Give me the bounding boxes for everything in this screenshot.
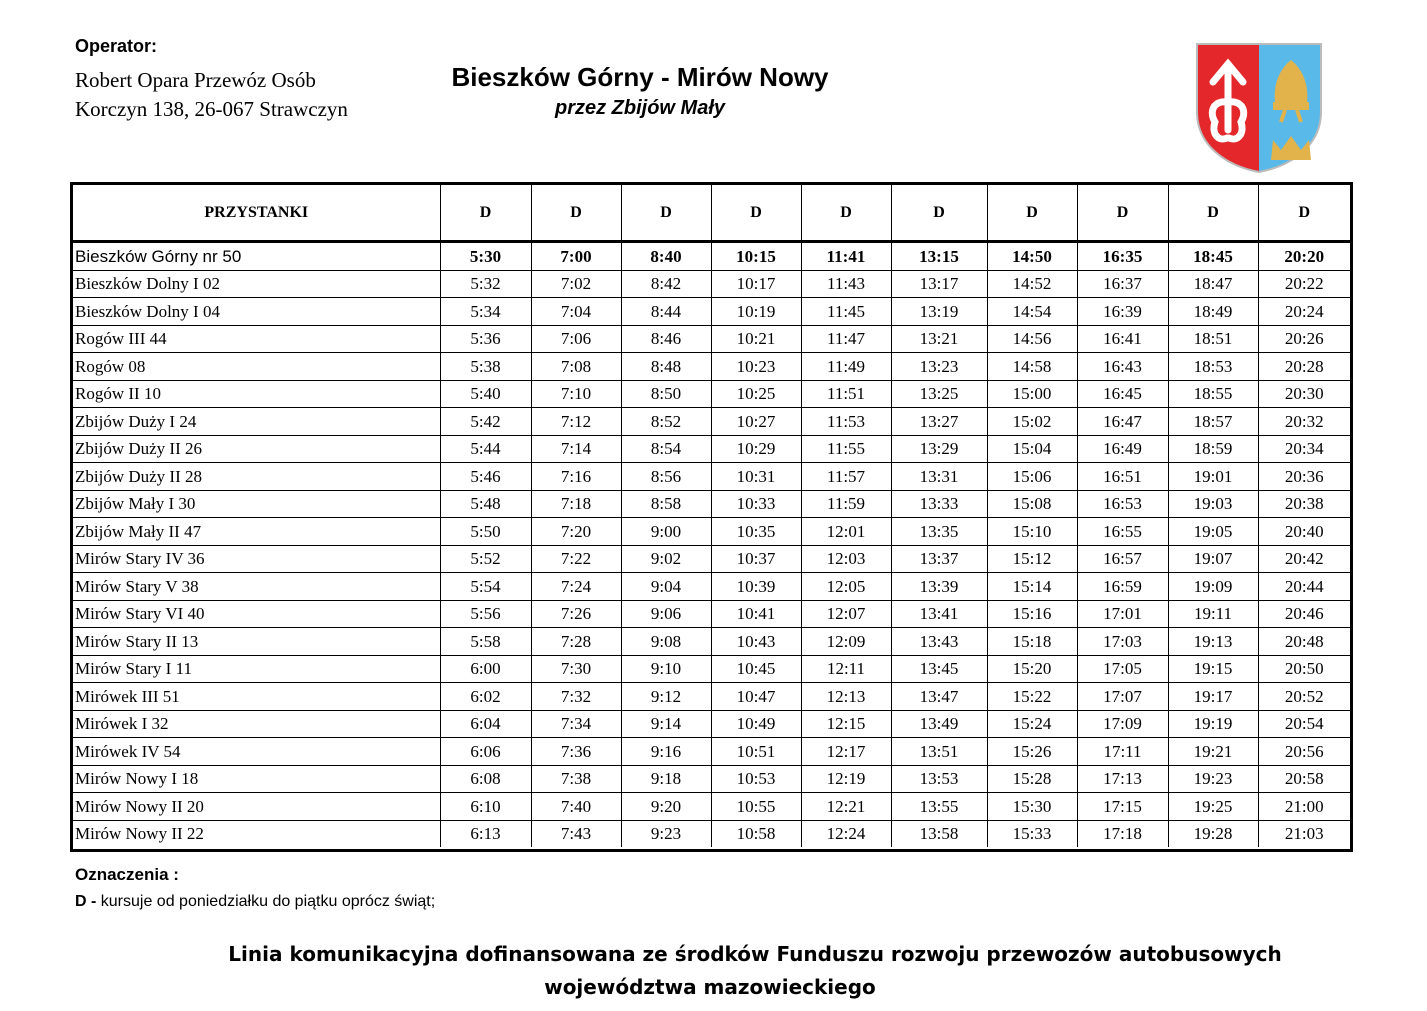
departure-time: 15:02: [987, 408, 1077, 436]
departure-time: 15:00: [987, 380, 1077, 408]
departure-time: 19:03: [1168, 490, 1258, 518]
departure-time: 10:41: [711, 600, 801, 628]
departure-time: 18:49: [1168, 298, 1258, 326]
departure-time: 14:50: [987, 242, 1077, 271]
table-row: [73, 683, 1350, 711]
table-row: [73, 353, 1350, 381]
departure-time: 18:59: [1168, 435, 1258, 463]
table-row: [73, 793, 1350, 821]
departure-time: 16:39: [1077, 298, 1168, 326]
run-header: D: [440, 185, 531, 242]
departure-time: 7:08: [531, 353, 621, 381]
stop-name: Zbijów Duży II 26: [73, 435, 440, 463]
departure-time: 18:57: [1168, 408, 1258, 436]
departure-time: 15:14: [987, 573, 1077, 601]
departure-time: 5:32: [440, 270, 531, 298]
run-header: D: [801, 185, 891, 242]
departure-time: 16:37: [1077, 270, 1168, 298]
departure-time: 6:06: [440, 738, 531, 766]
stop-name: Bieszków Dolny I 02: [73, 270, 440, 298]
departure-time: 20:58: [1258, 765, 1350, 793]
departure-time: 20:46: [1258, 600, 1350, 628]
departure-time: 5:36: [440, 325, 531, 353]
departure-time: 9:18: [621, 765, 711, 793]
legend-text: kursuje od poniedziałku do piątku oprócz świąt;: [96, 893, 436, 910]
departure-time: 7:12: [531, 408, 621, 436]
departure-time: 18:47: [1168, 270, 1258, 298]
departure-time: 20:36: [1258, 463, 1350, 491]
table-row: [73, 242, 1350, 271]
departure-time: 15:28: [987, 765, 1077, 793]
departure-time: 12:01: [801, 518, 891, 546]
table-row: [73, 270, 1350, 298]
departure-time: 5:50: [440, 518, 531, 546]
departure-time: 5:34: [440, 298, 531, 326]
operator-name: Robert Opara Przewóz Osób: [75, 68, 316, 92]
departure-time: 20:30: [1258, 380, 1350, 408]
departure-time: 10:45: [711, 655, 801, 683]
departure-time: 17:01: [1077, 600, 1168, 628]
stop-name: Mirów Stary IV 36: [73, 545, 440, 573]
run-header: D: [1168, 185, 1258, 242]
departure-time: 13:19: [891, 298, 987, 326]
departure-time: 13:47: [891, 683, 987, 711]
departure-time: 15:18: [987, 628, 1077, 656]
departure-time: 17:18: [1077, 820, 1168, 847]
stop-name: Bieszków Górny nr 50: [73, 242, 440, 271]
stops-header: PRZYSTANKI: [73, 185, 440, 242]
departure-time: 18:45: [1168, 242, 1258, 271]
departure-time: 9:12: [621, 683, 711, 711]
coat-of-arms-icon: [1193, 42, 1325, 174]
departure-time: 7:26: [531, 600, 621, 628]
departure-time: 13:53: [891, 765, 987, 793]
departure-time: 16:43: [1077, 353, 1168, 381]
table-row: [73, 628, 1350, 656]
departure-time: 19:19: [1168, 710, 1258, 738]
departure-time: 16:51: [1077, 463, 1168, 491]
departure-time: 5:40: [440, 380, 531, 408]
departure-time: 10:33: [711, 490, 801, 518]
timetable-table: [73, 185, 1350, 847]
stop-name: Mirówek IV 54: [73, 738, 440, 766]
departure-time: 17:13: [1077, 765, 1168, 793]
departure-time: 13:31: [891, 463, 987, 491]
departure-time: 11:55: [801, 435, 891, 463]
departure-time: 7:22: [531, 545, 621, 573]
departure-time: 5:52: [440, 545, 531, 573]
departure-time: 12:11: [801, 655, 891, 683]
run-header: D: [711, 185, 801, 242]
departure-time: 13:27: [891, 408, 987, 436]
stop-name: Rogów III 44: [73, 325, 440, 353]
stop-name: Rogów II 10: [73, 380, 440, 408]
departure-time: 15:16: [987, 600, 1077, 628]
departure-time: 19:05: [1168, 518, 1258, 546]
departure-time: 6:00: [440, 655, 531, 683]
departure-time: 19:28: [1168, 820, 1258, 847]
operator-address: Korczyn 138, 26-067 Strawczyn: [75, 97, 348, 121]
departure-time: 5:46: [440, 463, 531, 491]
departure-time: 20:34: [1258, 435, 1350, 463]
run-header: D: [987, 185, 1077, 242]
departure-time: 7:30: [531, 655, 621, 683]
stop-name: Mirówek III 51: [73, 683, 440, 711]
departure-time: 16:41: [1077, 325, 1168, 353]
departure-time: 13:51: [891, 738, 987, 766]
departure-time: 13:41: [891, 600, 987, 628]
departure-time: 13:17: [891, 270, 987, 298]
departure-time: 18:53: [1168, 353, 1258, 381]
departure-time: 9:08: [621, 628, 711, 656]
departure-time: 7:00: [531, 242, 621, 271]
departure-time: 5:58: [440, 628, 531, 656]
run-header: D: [621, 185, 711, 242]
departure-time: 5:56: [440, 600, 531, 628]
table-row: [73, 765, 1350, 793]
departure-time: 14:52: [987, 270, 1077, 298]
departure-time: 16:47: [1077, 408, 1168, 436]
departure-time: 21:00: [1258, 793, 1350, 821]
departure-time: 8:54: [621, 435, 711, 463]
departure-time: 9:20: [621, 793, 711, 821]
departure-time: 20:56: [1258, 738, 1350, 766]
departure-time: 20:20: [1258, 242, 1350, 271]
departure-time: 20:42: [1258, 545, 1350, 573]
departure-time: 15:06: [987, 463, 1077, 491]
departure-time: 19:11: [1168, 600, 1258, 628]
stop-name: Zbijów Mały I 30: [73, 490, 440, 518]
table-row: [73, 325, 1350, 353]
departure-time: 15:30: [987, 793, 1077, 821]
departure-time: 13:45: [891, 655, 987, 683]
departure-time: 13:58: [891, 820, 987, 847]
stop-name: Mirów Stary II 13: [73, 628, 440, 656]
departure-time: 19:01: [1168, 463, 1258, 491]
departure-time: 19:25: [1168, 793, 1258, 821]
departure-time: 15:10: [987, 518, 1077, 546]
run-header: D: [1258, 185, 1350, 242]
departure-time: 8:52: [621, 408, 711, 436]
departure-time: 8:50: [621, 380, 711, 408]
departure-time: 14:54: [987, 298, 1077, 326]
departure-time: 12:05: [801, 573, 891, 601]
departure-time: 20:44: [1258, 573, 1350, 601]
departure-time: 20:24: [1258, 298, 1350, 326]
departure-time: 16:59: [1077, 573, 1168, 601]
departure-time: 13:43: [891, 628, 987, 656]
departure-time: 17:11: [1077, 738, 1168, 766]
departure-time: 19:17: [1168, 683, 1258, 711]
departure-time: 12:09: [801, 628, 891, 656]
departure-time: 6:08: [440, 765, 531, 793]
departure-time: 16:55: [1077, 518, 1168, 546]
departure-time: 12:03: [801, 545, 891, 573]
departure-time: 11:57: [801, 463, 891, 491]
departure-time: 9:23: [621, 820, 711, 847]
departure-time: 13:39: [891, 573, 987, 601]
departure-time: 7:34: [531, 710, 621, 738]
departure-time: 16:49: [1077, 435, 1168, 463]
route-via: przez Zbijów Mały: [554, 97, 726, 119]
departure-time: 19:07: [1168, 545, 1258, 573]
departure-time: 6:10: [440, 793, 531, 821]
departure-time: 9:06: [621, 600, 711, 628]
departure-time: 17:15: [1077, 793, 1168, 821]
departure-time: 21:03: [1258, 820, 1350, 847]
table-row: [73, 380, 1350, 408]
departure-time: 19:23: [1168, 765, 1258, 793]
departure-time: 20:28: [1258, 353, 1350, 381]
departure-time: 10:23: [711, 353, 801, 381]
route-title: Bieszków Górny - Mirów Nowy: [451, 62, 829, 92]
departure-time: 10:27: [711, 408, 801, 436]
stop-name: Mirów Stary I 11: [73, 655, 440, 683]
departure-time: 10:47: [711, 683, 801, 711]
stop-name: Bieszków Dolny I 04: [73, 298, 440, 326]
departure-time: 16:45: [1077, 380, 1168, 408]
departure-time: 13:33: [891, 490, 987, 518]
stop-name: Zbijów Duży II 28: [73, 463, 440, 491]
departure-time: 12:07: [801, 600, 891, 628]
departure-time: 5:44: [440, 435, 531, 463]
departure-time: 15:12: [987, 545, 1077, 573]
departure-time: 5:30: [440, 242, 531, 271]
table-row: [73, 518, 1350, 546]
run-header: D: [531, 185, 621, 242]
departure-time: 10:39: [711, 573, 801, 601]
stop-name: Mirów Stary VI 40: [73, 600, 440, 628]
departure-time: 12:19: [801, 765, 891, 793]
departure-time: 7:43: [531, 820, 621, 847]
departure-time: 10:17: [711, 270, 801, 298]
table-row: [73, 490, 1350, 518]
departure-time: 7:36: [531, 738, 621, 766]
stop-name: Zbijów Mały II 47: [73, 518, 440, 546]
departure-time: 8:58: [621, 490, 711, 518]
legend-code: D -: [75, 893, 97, 910]
stop-name: Mirów Stary V 38: [73, 573, 440, 601]
departure-time: 6:02: [440, 683, 531, 711]
departure-time: 20:54: [1258, 710, 1350, 738]
table-row: [73, 435, 1350, 463]
table-row: [73, 820, 1350, 847]
departure-time: 10:25: [711, 380, 801, 408]
departure-time: 11:47: [801, 325, 891, 353]
departure-time: 15:04: [987, 435, 1077, 463]
departure-time: 7:38: [531, 765, 621, 793]
departure-time: 7:16: [531, 463, 621, 491]
departure-time: 9:00: [621, 518, 711, 546]
departure-time: 20:32: [1258, 408, 1350, 436]
departure-time: 16:35: [1077, 242, 1168, 271]
departure-time: 10:43: [711, 628, 801, 656]
departure-time: 10:21: [711, 325, 801, 353]
departure-time: 10:51: [711, 738, 801, 766]
funding-line-2: województwa mazowieckiego: [544, 975, 876, 999]
departure-time: 7:18: [531, 490, 621, 518]
departure-time: 11:45: [801, 298, 891, 326]
table-row: [73, 573, 1350, 601]
table-row: [73, 738, 1350, 766]
departure-time: 13:21: [891, 325, 987, 353]
departure-time: 8:56: [621, 463, 711, 491]
departure-time: 19:09: [1168, 573, 1258, 601]
departure-time: 5:48: [440, 490, 531, 518]
operator-label: Operator:: [75, 36, 158, 56]
departure-time: 8:40: [621, 242, 711, 271]
departure-time: 10:58: [711, 820, 801, 847]
departure-time: 15:26: [987, 738, 1077, 766]
departure-time: 13:37: [891, 545, 987, 573]
departure-time: 7:14: [531, 435, 621, 463]
departure-time: 19:15: [1168, 655, 1258, 683]
departure-time: 14:58: [987, 353, 1077, 381]
departure-time: 13:55: [891, 793, 987, 821]
departure-time: 20:38: [1258, 490, 1350, 518]
departure-time: 11:53: [801, 408, 891, 436]
departure-time: 17:09: [1077, 710, 1168, 738]
departure-time: 11:43: [801, 270, 891, 298]
departure-time: 20:52: [1258, 683, 1350, 711]
departure-time: 15:24: [987, 710, 1077, 738]
departure-time: 5:54: [440, 573, 531, 601]
departure-time: 18:51: [1168, 325, 1258, 353]
stop-name: Rogów 08: [73, 353, 440, 381]
departure-time: 11:51: [801, 380, 891, 408]
departure-time: 20:40: [1258, 518, 1350, 546]
departure-time: 14:56: [987, 325, 1077, 353]
departure-time: 13:29: [891, 435, 987, 463]
departure-time: 13:35: [891, 518, 987, 546]
departure-time: 10:53: [711, 765, 801, 793]
departure-time: 5:38: [440, 353, 531, 381]
departure-time: 6:13: [440, 820, 531, 847]
departure-time: 8:46: [621, 325, 711, 353]
departure-time: 19:13: [1168, 628, 1258, 656]
stop-name: Mirów Nowy II 22: [73, 820, 440, 847]
departure-time: 10:35: [711, 518, 801, 546]
departure-time: 8:48: [621, 353, 711, 381]
departure-time: 9:14: [621, 710, 711, 738]
departure-time: 16:57: [1077, 545, 1168, 573]
departure-time: 12:17: [801, 738, 891, 766]
legend-line: [75, 893, 435, 911]
departure-time: 6:04: [440, 710, 531, 738]
departure-time: 7:10: [531, 380, 621, 408]
stop-name: Mirówek I 32: [73, 710, 440, 738]
funding-line-1: Linia komunikacyjna dofinansowana ze środków Funduszu rozwoju przewozów autobusowych: [228, 942, 1282, 966]
departure-time: 7:06: [531, 325, 621, 353]
departure-time: 8:42: [621, 270, 711, 298]
table-row: [73, 600, 1350, 628]
table-row: [73, 298, 1350, 326]
departure-time: 5:42: [440, 408, 531, 436]
departure-time: 13:23: [891, 353, 987, 381]
table-row: [73, 655, 1350, 683]
departure-time: 12:15: [801, 710, 891, 738]
departure-time: 10:55: [711, 793, 801, 821]
departure-time: 19:21: [1168, 738, 1258, 766]
departure-time: 11:49: [801, 353, 891, 381]
departure-time: 15:22: [987, 683, 1077, 711]
departure-time: 12:13: [801, 683, 891, 711]
departure-time: 10:37: [711, 545, 801, 573]
departure-time: 13:15: [891, 242, 987, 271]
timetable: [70, 182, 1353, 852]
stop-name: Zbijów Duży I 24: [73, 408, 440, 436]
departure-time: 8:44: [621, 298, 711, 326]
departure-time: 16:53: [1077, 490, 1168, 518]
departure-time: 7:28: [531, 628, 621, 656]
departure-time: 9:02: [621, 545, 711, 573]
table-row: [73, 545, 1350, 573]
departure-time: 20:50: [1258, 655, 1350, 683]
departure-time: 15:08: [987, 490, 1077, 518]
run-header: D: [1077, 185, 1168, 242]
departure-time: 20:48: [1258, 628, 1350, 656]
departure-time: 20:26: [1258, 325, 1350, 353]
table-row: [73, 710, 1350, 738]
departure-time: 10:49: [711, 710, 801, 738]
stop-name: Mirów Nowy I 18: [73, 765, 440, 793]
departure-time: 7:02: [531, 270, 621, 298]
departure-time: 7:24: [531, 573, 621, 601]
departure-time: 10:19: [711, 298, 801, 326]
departure-time: 7:20: [531, 518, 621, 546]
crest-anchor-mark: [1212, 64, 1243, 139]
departure-time: 17:07: [1077, 683, 1168, 711]
departure-time: 12:21: [801, 793, 891, 821]
table-row: [73, 408, 1350, 436]
stop-name: Mirów Nowy II 20: [73, 793, 440, 821]
departure-time: 9:04: [621, 573, 711, 601]
departure-time: 11:41: [801, 242, 891, 271]
departure-time: 7:32: [531, 683, 621, 711]
departure-time: 13:49: [891, 710, 987, 738]
departure-time: 20:22: [1258, 270, 1350, 298]
table-row: [73, 463, 1350, 491]
departure-time: 17:05: [1077, 655, 1168, 683]
departure-time: 7:04: [531, 298, 621, 326]
departure-time: 13:25: [891, 380, 987, 408]
departure-time: 11:59: [801, 490, 891, 518]
departure-time: 15:20: [987, 655, 1077, 683]
departure-time: 10:31: [711, 463, 801, 491]
departure-time: 7:40: [531, 793, 621, 821]
departure-time: 9:16: [621, 738, 711, 766]
departure-time: 17:03: [1077, 628, 1168, 656]
departure-time: 9:10: [621, 655, 711, 683]
departure-time: 10:15: [711, 242, 801, 271]
legend-title: Oznaczenia :: [75, 865, 179, 884]
departure-time: 12:24: [801, 820, 891, 847]
departure-time: 18:55: [1168, 380, 1258, 408]
departure-time: 10:29: [711, 435, 801, 463]
departure-time: 15:33: [987, 820, 1077, 847]
run-header: D: [891, 185, 987, 242]
